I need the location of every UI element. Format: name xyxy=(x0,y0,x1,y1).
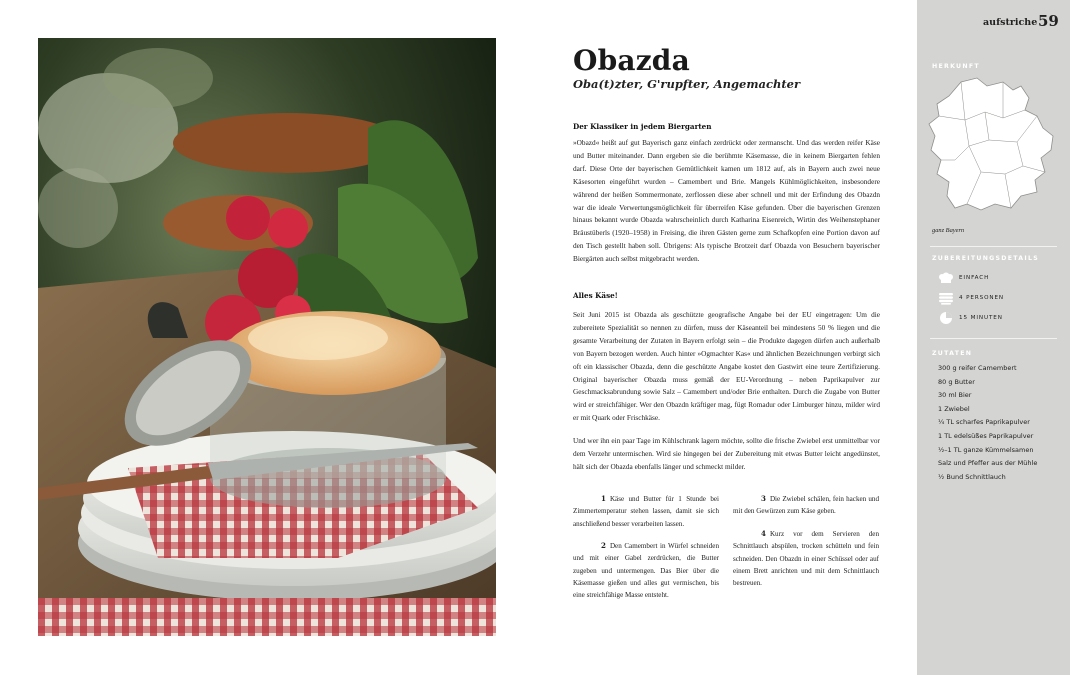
step-number: 1 xyxy=(601,494,606,503)
step-text: Käse und Butter für 1 Stunde bei Zimmertemperatur stehen lassen, damit sie sich anschließend besser verarbeiten lassen. xyxy=(573,495,719,528)
recipe-title: Obazda xyxy=(573,44,690,77)
body-paragraph: Seit Juni 2015 ist Obazda als geschützte geografische Angabe bei der EU eingetragen: Um die zubereitete Spezialität so nennen zu dürfen, muss der Käseanteil bei mindestens 50 % liegen und die gesamte Verarbeitung der Zutaten in Bayern erfolgt sein – die Produkte dagegen dürfen auch außerhalb von Bayern bezogen werden. Auch hinter »Ogmachter Kas« und ähnlichen Bezeichnungen verbirgt sich oft ein klassischer Obazda, denn die geschützte Angabe kostet den Gastwirt eine teure Zertifizierung. Original bayerischer Obazda muss gemäß der EU-Verordnung – neben Paprikapulver zur Geschmacksabrundung sowie Salz – Camembert und/oder Brie enthalten. Durch die Zugabe von Butter wird er streichfähiger. Wer den Obazdn kräftiger mag, fügt Romadur oder Limburger hinzu, milder wird er mit Quark oder Frischkäse. xyxy=(573,310,880,423)
body-paragraph: Und wer ihn ein paar Tage im Kühlschrank lagern möchte, sollte die frische Zwiebel erst unmittelbar vor dem Verzehr untermischen. Wird sie hingegen bei der Zubereitung mit etwas Butter leicht angedünstet, hält sich der Obazda ebenfalls länger und schmeckt milder. xyxy=(573,436,880,471)
time-text: 15 MINUTEN xyxy=(959,315,1003,321)
details-label: ZUBEREITUNGSDETAILS xyxy=(932,255,1039,262)
plates-stack-icon xyxy=(938,291,954,305)
ingredient-item: 300 g reifer Camembert xyxy=(938,364,1017,372)
ingredient-item: ½–1 TL ganze Kümmelsamen xyxy=(938,445,1034,454)
page-number: 59 xyxy=(1038,12,1059,30)
section-heading: Der Klassiker in jedem Biergarten xyxy=(573,122,712,131)
time-detail xyxy=(938,311,1003,325)
recipe-subtitle: Oba(t)zter, G'rupfter, Angemachter xyxy=(573,77,801,91)
section-name: aufstriche xyxy=(983,17,1038,28)
recipe-step xyxy=(573,540,719,601)
difficulty-text: EINFACH xyxy=(959,275,990,281)
step-text: Kurz vor dem Servieren den Schnittlauch abspülen, trocken schütteln und fein schneiden. Den Obazdn in einer Schüssel oder auf einem Brett anrichten und mit dem Schnittlauch bestreuen. xyxy=(733,530,879,588)
step-number: 4 xyxy=(761,529,766,538)
clock-icon xyxy=(938,311,954,325)
section-heading: Alles Käse! xyxy=(573,291,618,300)
servings-text: 4 PERSONEN xyxy=(959,295,1004,301)
difficulty-detail xyxy=(938,271,989,285)
divider xyxy=(930,338,1057,339)
servings-detail xyxy=(938,291,1004,305)
obazda-photo xyxy=(38,38,496,636)
ingredient-item: 1 TL edelsüßes Paprikapulver xyxy=(938,431,1034,440)
map-caption: ganz Bayern xyxy=(932,227,965,234)
chef-hat-icon xyxy=(938,271,954,285)
ingredient-item: 80 g Butter xyxy=(938,377,975,386)
step-text: Den Camembert in Würfel schneiden und mit einer Gabel zerdrücken, die Butter zugeben und untermengen. Das Bier über die Käsemasse gießen und alles gut vermischen, bis eine streichfähige Masse entsteht. xyxy=(573,542,719,600)
recipe-step xyxy=(573,493,719,530)
ingredient-item: ½ Bund Schnittlauch xyxy=(938,472,1006,481)
recipe-step xyxy=(733,528,879,589)
bavaria-map-icon xyxy=(925,76,1057,216)
step-number: 2 xyxy=(601,541,606,550)
ingredients-list xyxy=(938,362,1037,484)
ingredients-label: ZUTATEN xyxy=(932,350,973,357)
ingredient-item: ¼ TL scharfes Paprikapulver xyxy=(938,418,1030,427)
step-number: 3 xyxy=(761,494,766,503)
ingredient-item: 30 ml Bier xyxy=(938,391,972,400)
step-text: Die Zwiebel schälen, fein hacken und mit den Gewürzen zum Käse geben. xyxy=(733,495,879,516)
recipe-step xyxy=(733,493,879,518)
ingredient-item: Salz und Pfeffer aus der Mühle xyxy=(938,459,1038,468)
origin-label: HERKUNFT xyxy=(932,63,980,70)
body-paragraph: »Obazd« heißt auf gut Bayerisch ganz einfach zerdrückt oder zermanscht. Und das werden reifer Käse und Butter miteinander. Dann ergeben sie die berühmte Käsemasse, die in keinem Biergarten fehlen darf. Diese Orte der bayerischen Gemütlichkeit kamen um 1812 auf, als in Bayern auch zwei neue Käsesorten eingeführt wurden – Camembert und Brie. Mangels Kühlmöglichkeiten, insbesondere während der heißen Sommermonate, zerflossen diese aber schnell und mit der Erfindung des Obazdn war die ideale Verwertungsmöglichkeit für überreifen Käse gefunden. Über die bayerischen Grenzen hinaus bekannt wurde Obazda wahrscheinlich durch Katharina Eisenreich, Wirtin des Weihenstephaner Bräustüberls (1920–1958) in Freising, die ihren Gästen gerne zum Schafkopfen eine Portion davon auf den Tisch gestellt haben soll. Übrigens: Als typische Brotzeit darf Obazda von Besuchern bayerischer Biergärten auch selbst mitgebracht werden. xyxy=(573,138,880,264)
ingredient-item: 1 Zwiebel xyxy=(938,404,970,413)
divider xyxy=(930,246,1057,247)
